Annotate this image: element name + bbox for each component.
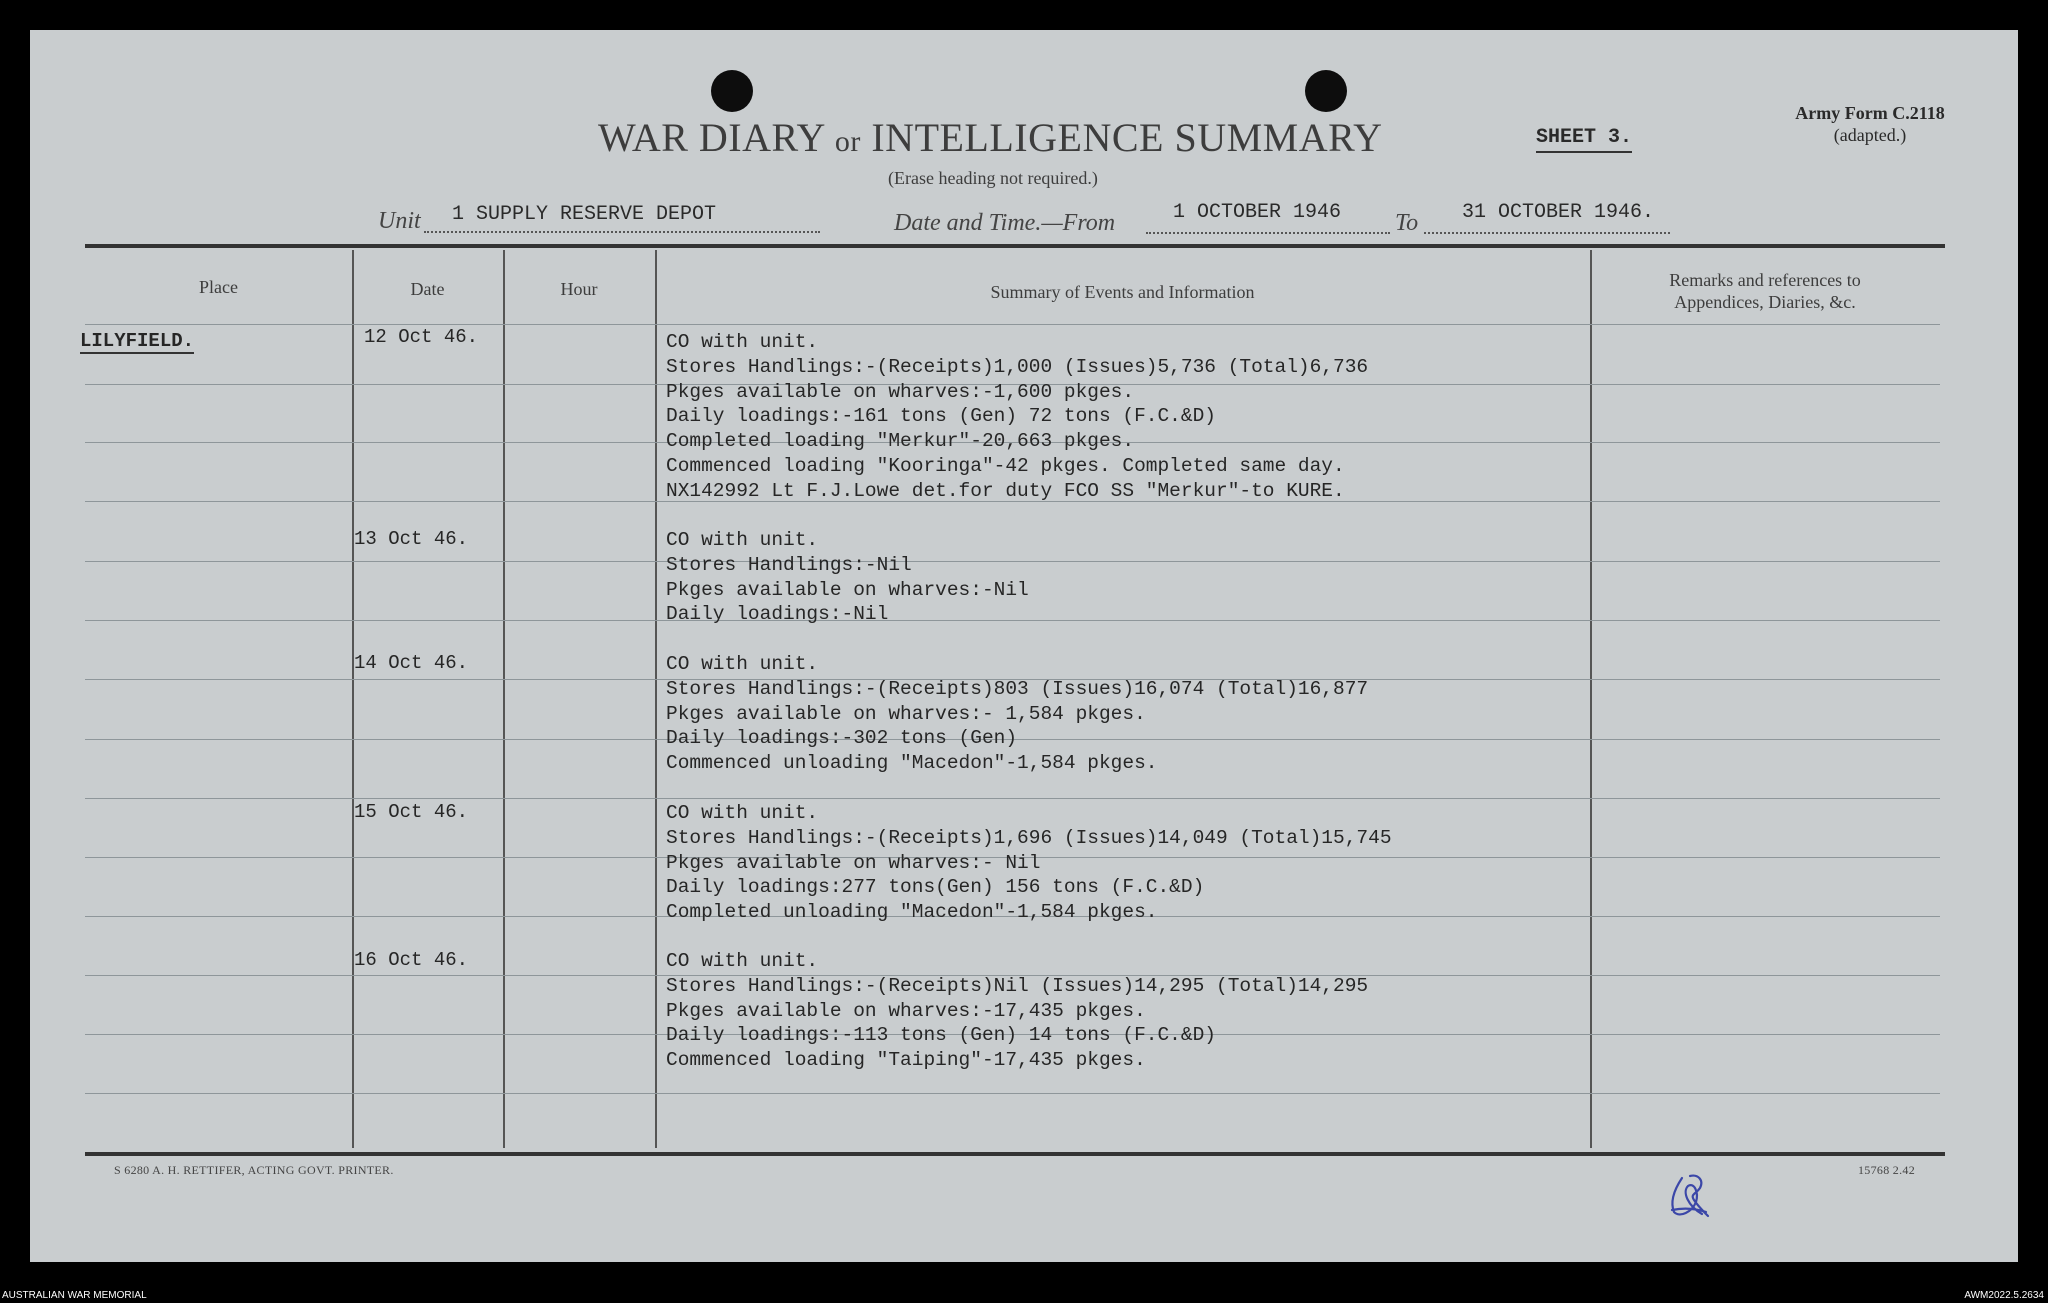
column-header-summary: Summary of Events and Information: [990, 282, 1255, 302]
entry-date: 13 Oct 46.: [354, 528, 469, 550]
entry-line: Stores Handlings:-(Receipts)803 (Issues)16,074 (Total)16,877: [666, 677, 1369, 700]
entry-line: Commenced loading "Taiping"-17,435 pkges.: [666, 1049, 1146, 1072]
entry-text: [666, 528, 1029, 627]
entry-line: Commenced unloading "Macedon"-1,584 pkges.: [666, 752, 1158, 775]
form-code: 15768 2.42: [1858, 1163, 1915, 1177]
archive-reference: AWM2022.5.2634: [1964, 1290, 2044, 1301]
unit-value: 1 SUPPLY RESERVE DEPOT: [452, 203, 717, 226]
to-date-value: 31 OCTOBER 1946.: [1462, 201, 1655, 224]
sheet-number: SHEET 3.: [1536, 126, 1632, 153]
entry-line: CO with unit.: [666, 529, 819, 551]
column-header-remarks: Remarks and references to Appendices, Diaries, &c.: [1669, 270, 1861, 312]
entry-line: Stores Handlings:-Nil: [666, 553, 912, 576]
archive-label: AUSTRALIAN WAR MEMORIAL: [2, 1290, 147, 1301]
entry-text: [666, 801, 1392, 925]
date-time-label: Date and Time.—From: [894, 210, 1116, 236]
page-title: WAR DIARY or INTELLIGENCE SUMMARY: [598, 115, 1383, 160]
entry-line: Commenced loading "Kooringa"-42 pkges. Completed same day.: [666, 454, 1345, 477]
from-date-value: 1 OCTOBER 1946: [1173, 201, 1342, 224]
entry-line: Stores Handlings:-(Receipts)Nil (Issues)14,295 (Total)14,295: [666, 974, 1369, 997]
page-subtitle: (Erase heading not required.): [888, 168, 1098, 188]
entry-line: Completed unloading "Macedon"-1,584 pkges.: [666, 901, 1158, 924]
row-rule: [85, 324, 1940, 325]
unit-label: Unit: [378, 208, 421, 234]
row-rule: [85, 798, 1940, 799]
column-header-date: Date: [410, 279, 445, 299]
row-rule: [85, 1093, 1940, 1094]
column-header-place: Place: [199, 277, 238, 297]
entry-line: Daily loadings:-Nil: [666, 603, 889, 626]
column-header-hour: Hour: [560, 279, 598, 299]
entry-line: Pkges available on wharves:-1,600 pkges.: [666, 380, 1135, 403]
entry-line: NX142992 Lt F.J.Lowe det.for duty FCO SS "Merkur"-to KURE.: [666, 479, 1345, 502]
entry-line: Pkges available on wharves:- Nil: [666, 851, 1041, 874]
footer-rule: [85, 1152, 1945, 1156]
entry-line: CO with unit.: [666, 331, 819, 353]
entry-line: Daily loadings:-161 tons (Gen) 72 tons (F.C.&D): [666, 405, 1216, 428]
unit-dotted-line: [424, 231, 820, 233]
entry-line: Daily loadings:277 tons(Gen) 156 tons (F.C.&D): [666, 876, 1205, 899]
handwritten-initials: [1666, 1168, 1714, 1227]
entry-line: Pkges available on wharves:-17,435 pkges.: [666, 999, 1146, 1022]
army-form-reference: Army Form C.2118 (adapted.): [1795, 103, 1945, 145]
entry-line: Pkges available on wharves:-Nil: [666, 578, 1029, 601]
entry-line: Pkges available on wharves:- 1,584 pkges.: [666, 702, 1146, 725]
entry-line: Stores Handlings:-(Receipts)1,000 (Issues)5,736 (Total)6,736: [666, 355, 1369, 378]
entry-date: 16 Oct 46.: [354, 949, 469, 971]
entry-text: [666, 330, 1368, 504]
header-rule: [85, 244, 1945, 248]
punch-hole-left: [711, 70, 753, 112]
entry-line: CO with unit.: [666, 950, 819, 972]
printer-imprint: S 6280 A. H. RETTIFER, ACTING GOVT. PRINTER.: [114, 1163, 394, 1177]
punch-hole-right: [1305, 70, 1347, 112]
to-dotted-line: [1424, 232, 1670, 234]
entry-date: 14 Oct 46.: [354, 652, 469, 674]
entry-text: [666, 949, 1368, 1073]
entry-text: [666, 652, 1368, 776]
entry-line: Daily loadings:-113 tons (Gen) 14 tons (F.C.&D): [666, 1024, 1216, 1047]
from-dotted-line: [1146, 232, 1390, 234]
entry-date: 15 Oct 46.: [354, 801, 469, 823]
to-label: To: [1395, 210, 1419, 236]
entry-line: Stores Handlings:-(Receipts)1,696 (Issues)14,049 (Total)15,745: [666, 826, 1392, 849]
entry-date: 12 Oct 46.: [364, 326, 479, 348]
entry-line: CO with unit.: [666, 653, 819, 675]
entry-line: CO with unit.: [666, 802, 819, 824]
place-entry: LILYFIELD.: [80, 330, 195, 352]
entry-line: Daily loadings:-302 tons (Gen): [666, 727, 1018, 750]
entry-line: Completed loading "Merkur"-20,663 pkges.: [666, 430, 1135, 453]
